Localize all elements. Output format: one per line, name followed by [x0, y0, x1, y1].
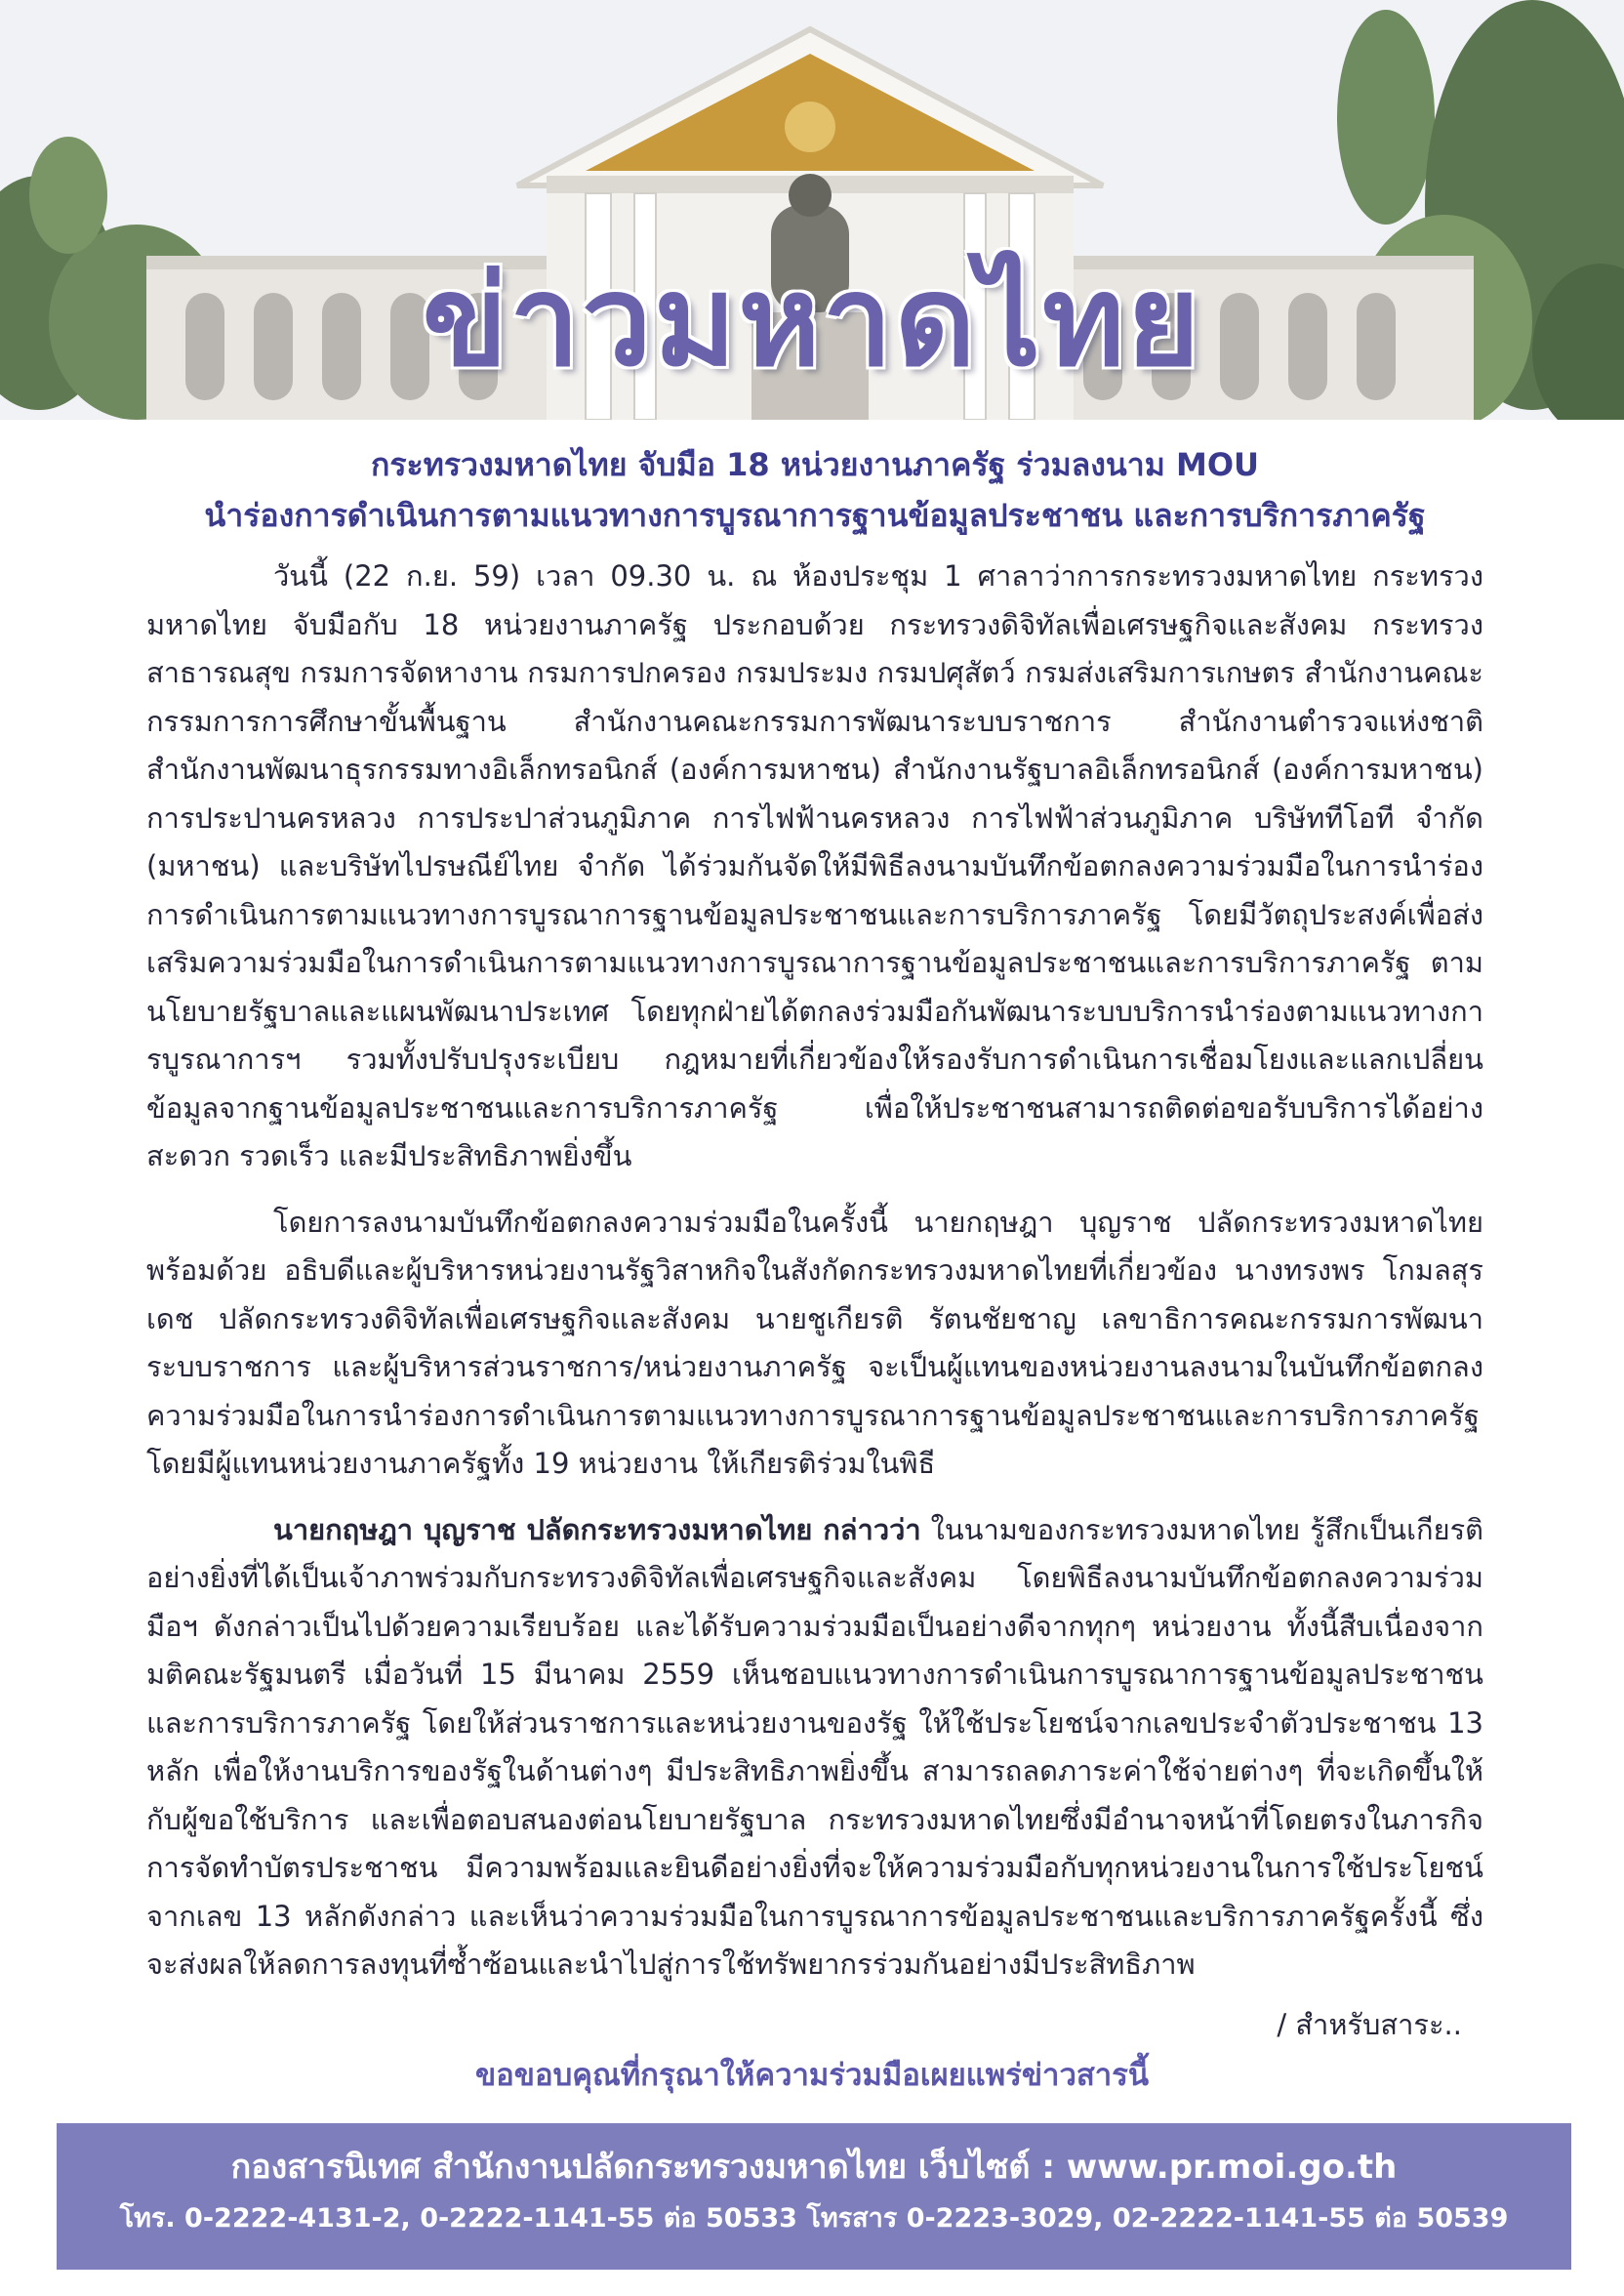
continued-note: / สำหรับสาระ.. — [1277, 2007, 1462, 2041]
paragraph-1: วันนี้ (22 ก.ย. 59) เวลา 09.30 น. ณ ห้องประชุม 1 ศาลาว่าการกระทรวงมหาดไทย กระทรวงมหาดไทย จับมือกับ 18 หน่วยงานภาครัฐ ประกอบด้วย กระทรวงดิจิทัลเพื่อเศรษฐกิจและสังคม กระทรวงสาธารณสุข กรมการจัดหางาน กรมการปกครอง กรมประมง กรมปศุสัตว์ กรมส่งเสริมการเกษตร สำนักงานคณะกรรมการการศึกษาขั้นพื้นฐาน สำนักงานคณะกรรมการพัฒนาระบบราชการ สำนักงานตำรวจแห่งชาติ สำนักงานพัฒนาธุรกรรมทางอิเล็กทรอนิกส์ (องค์การมหาชน) สำนักงานรัฐบาลอิเล็กทรอนิกส์ (องค์การมหาชน) การประปานครหลวง การประปาส่วนภูมิภาค การไฟฟ้านครหลวง การไฟฟ้าส่วนภูมิภาค บริษัททีโอที จำกัด (มหาชน) และบริษัทไปรษณีย์ไทย จำกัด ได้ร่วมกันจัดให้มีพิธีลงนามบันทึกข้อตกลงความร่วมมือในการนำร่องการดำเนินการตามแนวทางการบูรณาการฐานข้อมูลประชาชนและการบริการภาครัฐ โดยมีวัตถุประสงค์เพื่อส่งเสริมความร่วมมือในการดำเนินการตามแนวทางการบูรณาการฐานข้อมูลประชาชนและการบริการภาครัฐ ตามนโยบายรัฐบาลและแผนพัฒนาประเทศ โดยทุกฝ่ายได้ตกลงร่วมมือกันพัฒนาระบบบริการนำร่องตามแนวทางการบูรณาการฯ รวมทั้งปรับปรุงระเบียบ กฎหมายที่เกี่ยวข้องให้รองรับการดำเนินการเชื่อมโยงและแลกเปลี่ยนข้อมูลจากฐานข้อมูลประชาชนและการบริการภาครัฐ เพื่อให้ประชาชนสามารถติดต่อขอรับบริการได้อย่างสะดวก รวดเร็ว และมีประสิทธิภาพยิ่งขึ้น — [146, 559, 1483, 1172]
headline-line-1: กระทรวงมหาดไทย จับมือ 18 หน่วยงานภาครัฐ ร่วมลงนาม MOU — [370, 446, 1260, 483]
masthead-title: ข่าวมหาดไทย — [422, 249, 1202, 394]
paragraph-3-lead: นายกฤษฎา บุญราช ปลัดกระทรวงมหาดไทย กล่าวว่า — [273, 1512, 921, 1546]
paragraph-3-text: ในนามของกระทรวงมหาดไทย รู้สึกเป็นเกียรติอย่างยิ่งที่ได้เป็นเจ้าภาพร่วมกับกระทรวงดิจิทัลเพื่อเศรษฐกิจและสังคม โดยพิธีลงนามบันทึกข้อตกลงความร่วมมือฯ ดังกล่าวเป็นไปด้วยความเรียบร้อย และได้รับความร่วมมือเป็นอย่างดีจากทุกๆ หน่วยงาน ทั้งนี้สืบเนื่องจากมติคณะรัฐมนตรี เมื่อวันที่ 15 มีนาคม 2559 เห็นชอบแนวทางการดำเนินการบูรณาการฐานข้อมูลประชาชนและการบริการภาครัฐ โดยให้ส่วนราชการและหน่วยงานของรัฐ ให้ใช้ประโยชน์จากเลขประจำตัวประชาชน 13 หลัก เพื่อให้งานบริการของรัฐในด้านต่างๆ มีประสิทธิภาพยิ่งขึ้น สามารถลดภาระค่าใช้จ่ายต่างๆ ที่จะเกิดขึ้นให้กับผู้ขอใช้บริการ และเพื่อตอบสนองต่อนโยบายรัฐบาล กระทรวงมหาดไทยซึ่งมีอำนาจหน้าที่โดยตรงในภารกิจการจัดทำบัตรประชาชน มีความพร้อมและยินดีอย่างยิ่งที่จะให้ความร่วมมือกับทุกหน่วยงานในการใช้ประโยชน์จากเลข 13 หลักดังกล่าว และเห็นว่าความร่วมมือในการบูรณาการข้อมูลประชาชนและบริการภาครัฐครั้งนี้ ซึ่งจะส่งผลให้ลดการลงทุนที่ซ้ำซ้อนและนำไปสู่การใช้ทรัพยากรร่วมกันอย่างมีประสิทธิภาพ — [146, 1512, 1483, 1981]
headline-line-2: นำร่องการดำเนินการตามแนวทางการบูรณาการฐานข้อมูลประชาชน และการบริการภาครัฐ — [204, 497, 1426, 534]
footer-phone-fax: โทร. 0-2222-4131-2, 0-2222-1141-55 ต่อ 50533 โทรสาร 0-2223-3029, 02-2222-1141-55 ต่อ 50539 — [119, 2203, 1509, 2234]
paragraph-2: โดยการลงนามบันทึกข้อตกลงความร่วมมือในครั้งนี้ นายกฤษฎา บุญราช ปลัดกระทรวงมหาดไทย พร้อมด้วย อธิบดีและผู้บริหารหน่วยงานรัฐวิสาหกิจในสังกัดกระทรวงมหาดไทยที่เกี่ยวข้อง นางทรงพร โกมลสุรเดช ปลัดกระทรวงดิจิทัลเพื่อเศรษฐกิจและสังคม นายชูเกียรติ รัตนชัยชาญ เลขาธิการคณะกรรมการพัฒนาระบบราชการ และผู้บริหารส่วนราชการ/หน่วยงานภาครัฐ จะเป็นผู้แทนของหน่วยงานลงนามในบันทึกข้อตกลงความร่วมมือในการนำร่องการดำเนินการตามแนวทางการบูรณาการฐานข้อมูลประชาชนและการบริการภาครัฐ โดยมีผู้แทนหน่วยงานภาครัฐทั้ง 19 หน่วยงาน ให้เกียรติร่วมในพิธี — [146, 1205, 1483, 1480]
news-body — [146, 439, 1483, 2046]
footer-office-website: กองสารนิเทศ สำนักงานปลัดกระทรวงมหาดไทย เว็บไซต์ : www.pr.moi.go.th — [230, 2148, 1398, 2187]
contact-footer — [57, 2123, 1571, 2270]
thanks-note: ขอขอบคุณที่กรุณาให้ความร่วมมือเผยแพร่ข่าวสารนี้ — [474, 2058, 1150, 2093]
paragraph-3 — [146, 1506, 1483, 1989]
masthead-banner — [0, 0, 1624, 420]
